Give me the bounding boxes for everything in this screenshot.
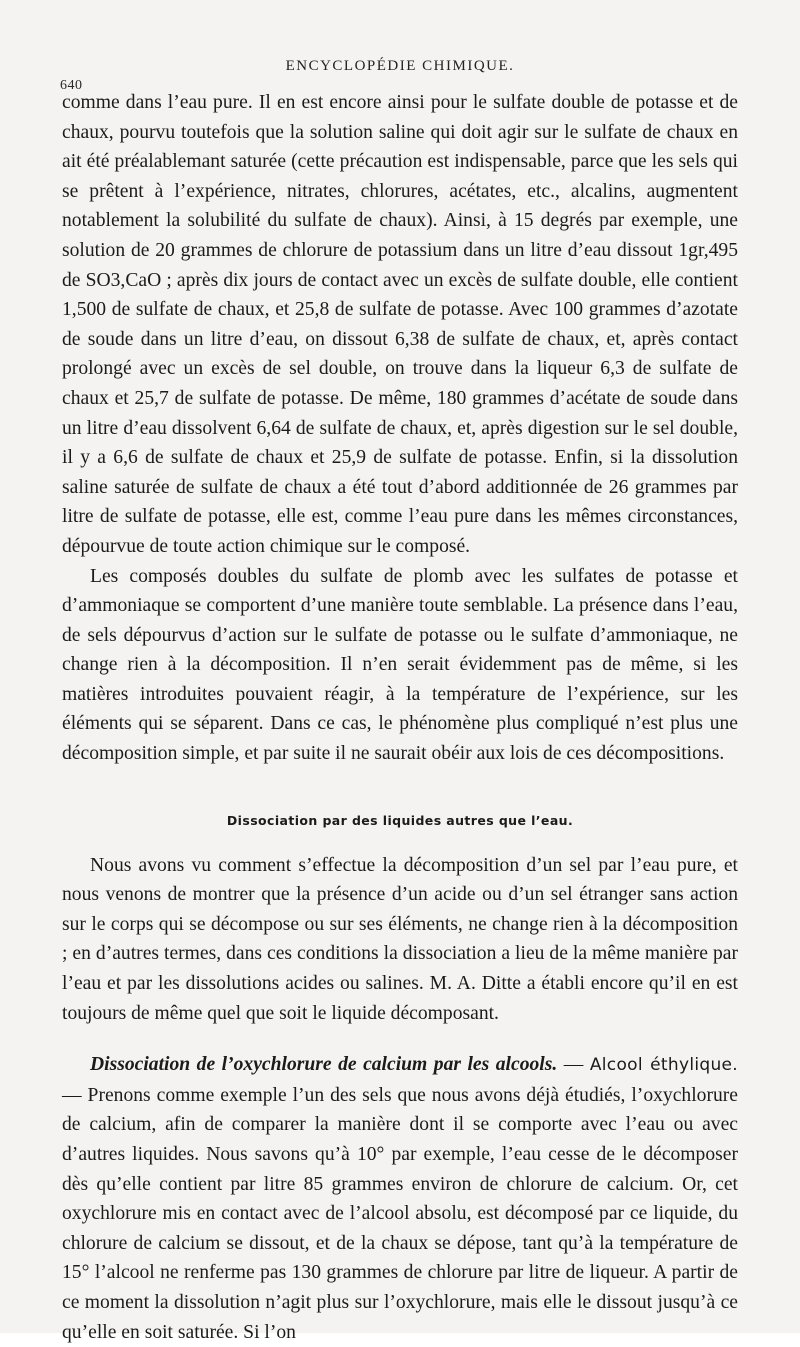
body-text xyxy=(62,88,738,1347)
page-number: 640 xyxy=(60,78,83,93)
subsection-heading: Dissociation de l’oxychlorure de calcium par les alcools. xyxy=(90,1054,558,1076)
subsection-label: Alcool éthylique. xyxy=(589,1055,739,1076)
running-title: ENCYCLOPÉDIE CHIMIQUE. xyxy=(285,58,515,74)
paragraph-oxychloride xyxy=(62,1050,738,1347)
paragraph-oxychloride-text: — Prenons comme exemple l’un des sels que nous avons déjà étudiés, l’oxychlorure de calcium, afin de comparer la manière dont il se comporte avec l’eau ou avec d’autres liquides. Nous savons qu’à 10° par exemple, l’eau cesse de le décomposer dès qu’elle contient par litre 85 grammes environ de chlorure de calcium. Or, cet oxychlorure mis en contact avec de l’alcool absolu, est décomposé par ce liquide, du chlorure de calcium se dissout, et de la chaux se dépose, tant qu’à la température de 15° l’alcool ne renferme pas 130 grammes de chlorure par litre de liqueur. A partir de ce moment la dissolution n’agit plus sur l’oxychlorure, mais elle le dissout jusqu’à ce qu’elle en soit saturée. Si l’on xyxy=(62,1084,738,1343)
paragraph-dissociation-liquids: Nous avons vu comment s’effectue la décomposition d’un sel par l’eau pure, et nous venons de montrer que la présence d’un acide ou d’un sel étranger sans action sur le corps qui se décompose ou sur ses éléments, ne change rien à la décomposition ; en d’autres termes, dans ces conditions la dissociation a lieu de la même manière par l’eau et par les dissolutions acides ou salines. M. A. Ditte a établi encore qu’il en est toujours de même quel que soit le liquide décomposant. xyxy=(62,854,738,1024)
paragraph-lead-compounds: Les composés doubles du sulfate de plomb avec les sulfates de potasse et d’ammoniaque se comportent d’une manière toute semblable. La présence dans l’eau, de sels dépourvus d’action sur le sulfate de potasse ou le sulfate d’ammoniaque, ne change rien à la décomposition. Il n’en serait évidemment pas de même, si les matières introduites pouvaient réagir, à la température de l’expérience, sur les éléments qui se séparent. Dans ce cas, le phénomène plus compliqué n’est plus une décomposition simple, et par suite il ne saurait obéir aux lois de ces décompositions. xyxy=(62,565,738,765)
em-dash: — xyxy=(557,1054,590,1076)
page-header xyxy=(0,58,800,93)
paragraph-continuation: comme dans l’eau pure. Il en est encore ainsi pour le sulfate double de potasse et de chaux, pourvu toutefois que la solution saline qui doit agir sur le sulfate de chaux en ait été préalablemant saturée (cette précaution est indispensable, parce que les sels qui se prêtent à l’expérience, nitrates, chlorures, acétates, etc., alcalins, augmentent notablement la solubilité du sulfate de chaux). Ainsi, à 15 degrés par exemple, une solution de 20 grammes de chlorure de potassium dans un litre d’eau dissout 1gr,495 de SO3,CaO ; après dix jours de contact avec un excès de sulfate double, elle contient 1,500 de sulfate de chaux, et 25,8 de sulfate de potasse. Avec 100 grammes d’azotate de soude dans un litre d’eau, on dissout 6,38 de sulfate de chaux, et, après contact prolongé avec un excès de sel double, on trouve dans la liqueur 6,3 de sulfate de chaux et 25,7 de sulfate de potasse. De même, 180 grammes d’acétate de soude dans un litre d’eau dissolvent 6,64 de sulfate de chaux, et, après digestion sur le sel double, il y a 6,6 de sulfate de chaux et 25,9 de sulfate de potasse. Enfin, si la dissolution saline saturée de sulfate de chaux a été tout d’abord additionnée de 26 grammes par litre de sulfate de potasse, elle est, comme l’eau pure dans les mêmes circonstances, dépourvue de toute action chimique sur le composé. xyxy=(62,92,738,557)
section-heading: Dissociation par des liquides autres que l’eau. xyxy=(226,812,574,828)
